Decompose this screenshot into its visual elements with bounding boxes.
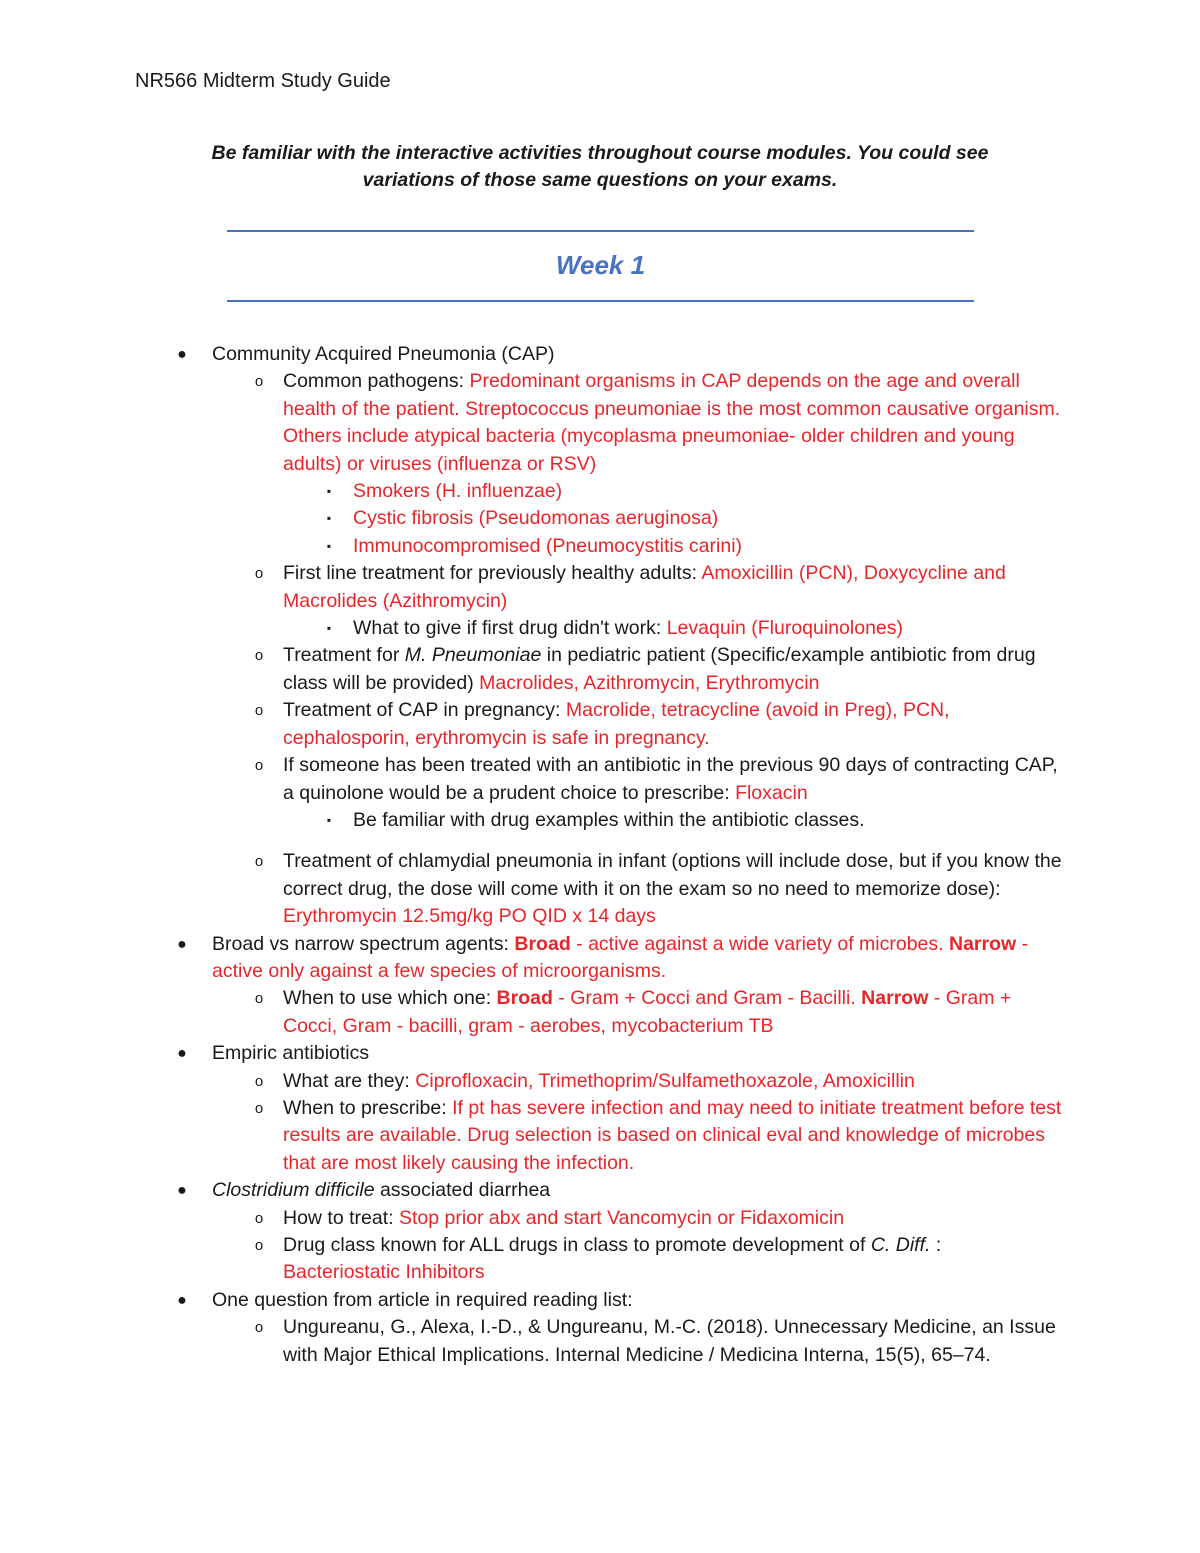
circle-bullet-icon: o [254,1237,264,1254]
circle-bullet-icon: o [254,757,264,775]
cap-first-line [254,560,1063,615]
question-label: Treatment of chlamydial pneumonia in infant (options will include dose, but if you know the correct drug, the dose will come with it on the exam so no need to memorize dose): [283,850,1062,900]
reading-citation [254,1314,1063,1369]
question-label: First line treatment for previously healthy adults: [283,562,702,585]
topic-label: One question from article in required reading list: [212,1288,633,1311]
cap-pediatric [254,642,1063,697]
circle-bullet-icon: o [254,565,264,583]
circle-bullet-icon: o [254,990,264,1008]
answer-text: Amoxicillin (PCN), Doxycycline and Macrolides (Azithromycin) [283,562,1006,612]
empiric-what [254,1068,1063,1095]
spectrum-when [254,985,1063,1040]
study-guide-content [0,341,1200,1369]
circle-bullet-icon: o [254,1072,264,1090]
empiric-when [254,1095,1063,1177]
bullet-icon: ● [177,1045,187,1063]
topic-reading [177,1287,1062,1314]
answer-text: Erythromycin 12.5mg/kg PO QID x 14 days [283,905,656,928]
answer-text: Bacteriostatic Inhibitors [283,1261,485,1284]
cap-drug-examples [326,807,1053,834]
question-label: Common pathogens: [283,370,470,393]
question-label: What are they: [283,1069,416,1092]
answer-text: Ciprofloxacin, Trimethoprim/Sulfamethoxazole, Amoxicillin [415,1069,915,1092]
bullet-icon: ● [177,346,187,363]
cap-pregnancy [254,697,1063,752]
circle-bullet-icon: o [254,1319,264,1337]
question-label: Broad vs narrow spectrum agents: [212,932,515,955]
topic-cdiff [177,1177,1062,1204]
bullet-icon: ● [177,1291,187,1309]
question-label: Drug class known for ALL drugs in class to promote development of [283,1234,871,1256]
divider-top [227,230,974,232]
note-text: Be familiar with drug examples within the antibiotic classes. [353,808,865,831]
instructions-line-2: variations of those same questions on your exams. [362,169,838,191]
broad-description: - Gram + Cocci and Gram - Bacilli. [552,987,862,1010]
pathogen-cystic-fibrosis [326,505,1053,532]
instructions-line-1: Be familiar with the interactive activities throughout course modules. You could see [211,142,989,164]
divider-bottom [227,300,974,302]
circle-bullet-icon: o [254,647,264,665]
document-header: NR566 Midterm Study Guide [135,70,391,92]
question-label: What to give if first drug didn't work: [353,617,667,640]
answer-text: Floxacin [735,781,808,804]
square-bullet-icon: ▪ [326,484,332,499]
question-label: Treatment of CAP in pregnancy: [283,699,566,722]
topic-cap [177,341,1062,368]
week-title: Week 1 [555,250,646,280]
answer-text: Cystic fibrosis (Pseudomonas aeruginosa) [353,507,719,530]
topic-label: associated diarrhea [374,1179,551,1202]
question-label-cont: : [930,1234,942,1256]
circle-bullet-icon: o [254,1209,264,1227]
question-label: How to treat: [283,1206,399,1229]
bullet-icon: ● [177,1182,187,1200]
circle-bullet-icon: o [254,853,264,871]
instructions [150,140,1050,194]
answer-text: Macrolides, Azithromycin, Erythromycin [479,671,820,694]
square-bullet-icon: ▪ [326,812,332,827]
topic-label: Empiric antibiotics [212,1042,370,1065]
broad-description: - active against a wide variety of microbes. [570,932,949,955]
bullet-icon: ● [177,935,187,953]
answer-text: Levaquin (Fluroquinolones) [666,617,904,640]
cap-second-line [326,615,1053,642]
topic-empiric [177,1040,1062,1067]
narrow-term: Narrow [948,932,1017,955]
square-bullet-icon: ▪ [326,538,332,553]
broad-term: Broad [496,987,553,1010]
pathogen-smokers [326,478,1053,505]
square-bullet-icon: ▪ [326,511,332,526]
cdiff-treat [254,1205,1063,1232]
organism-name: C. Diff. [870,1234,931,1256]
question-label: When to use which one: [283,987,497,1010]
topic-label: Community Acquired Pneumonia (CAP) [212,343,555,365]
pathogen-immunocompromised [326,533,1053,560]
question-label-cont: in pediatric patient (Specific/example antibiotic from drug class will be provided) [283,644,1036,694]
cap-prior-abx [254,752,1063,807]
question-label: If someone has been treated with an antibiotic in the previous 90 days of contracting CAP, a quinolone would be a prudent choice to prescribe: [283,754,1058,804]
answer-text: If pt has severe infection and may need to initiate treatment before test results are available. Drug selection is based on clinical eval and knowledge of microbes that are most likely causing the infection. [283,1096,1062,1174]
answer-text: Predominant organisms in CAP depends on the age and overall health of the patient. Streptococcus pneumoniae is the most common causative organism. Others include atypical bacteria (mycoplasma pneumoniae- older children and young adults) or viruses (influenza or RSV) [283,370,1061,475]
narrow-term: Narrow [861,987,929,1010]
square-bullet-icon: ▪ [326,621,332,636]
cap-chlamydial [254,848,1063,930]
cdiff-drug-class [254,1232,1063,1287]
answer-text: Macrolide, tetracycline (avoid in Preg), PCN, cephalosporin, erythromycin is safe in pregnancy. [283,699,950,749]
cap-pathogens [254,368,1063,478]
answer-text: Stop prior abx and start Vancomycin or Fidaxomicin [398,1206,845,1229]
organism-name: M. Pneumoniae [404,644,542,667]
answer-text: Smokers (H. influenzae) [353,480,563,503]
circle-bullet-icon: o [254,702,264,720]
question-label: Treatment for [283,644,405,667]
topic-spectrum [177,931,1062,986]
narrow-description: - Gram + Cocci, Gram - bacilli, gram - aerobes, mycobacterium TB [283,987,1012,1037]
answer-text: Immunocompromised (Pneumocystitis carini) [353,534,743,557]
organism-name: Clostridium difficile [212,1179,375,1202]
citation-text: Ungureanu, G., Alexa, I.-D., & Ungureanu, M.-C. (2018). Unnecessary Medicine, an Issue with Major Ethical Implications. Internal Medicine / Medicina Interna, 15(5), 65–74. [283,1316,1056,1366]
circle-bullet-icon: o [254,1099,264,1117]
narrow-description: - active only against a few species of microorganisms. [212,932,1029,982]
broad-term: Broad [514,932,571,955]
circle-bullet-icon: o [254,373,264,391]
question-label: When to prescribe: [283,1096,453,1119]
